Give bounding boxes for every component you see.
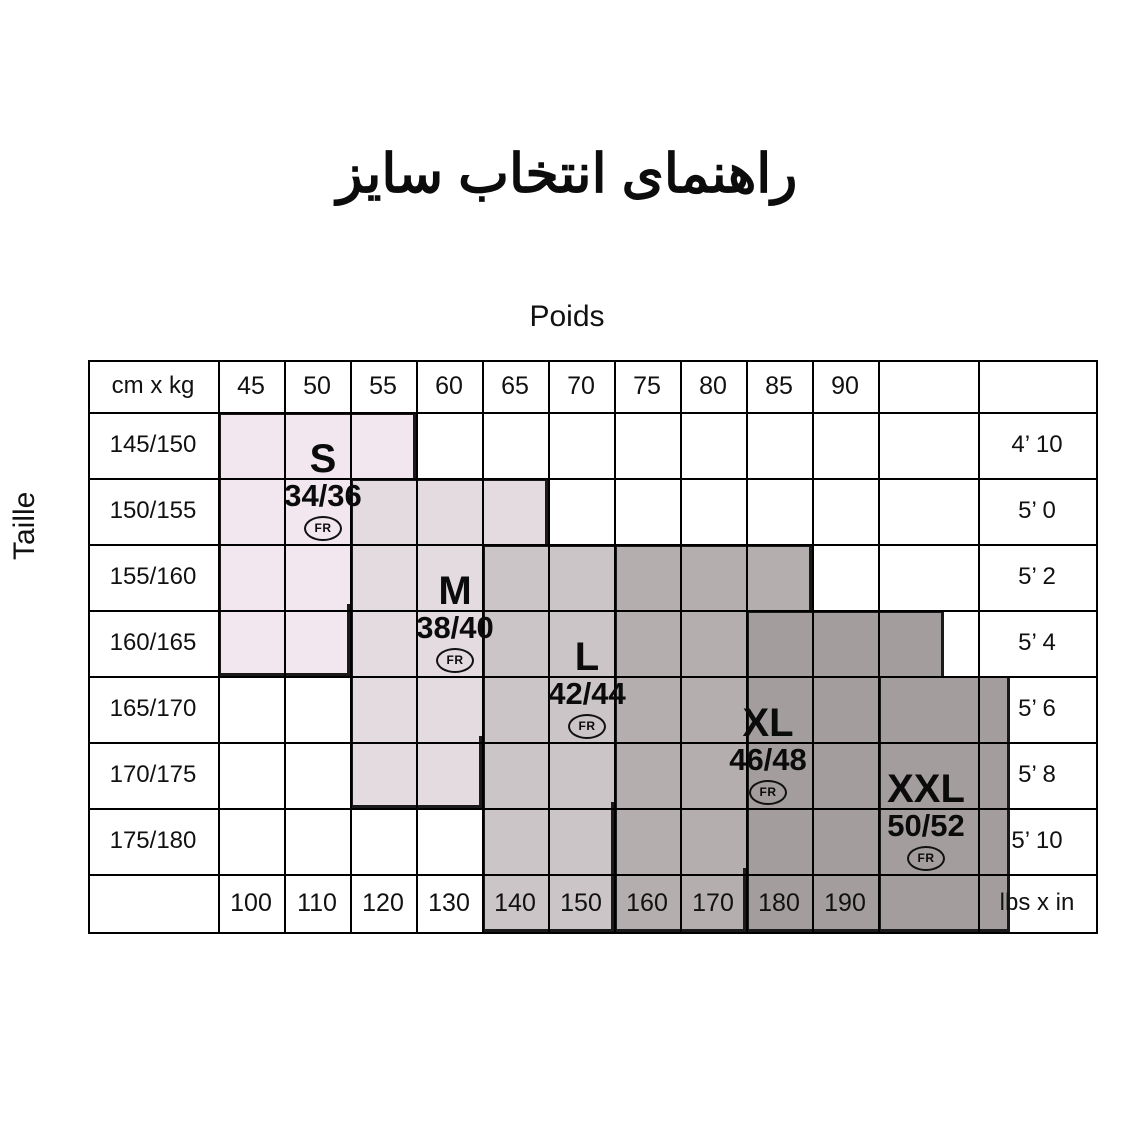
region-size-s: S xyxy=(309,437,337,481)
height-tick-left: 155/160 xyxy=(109,563,197,590)
page-title: راهنمای انتخاب سایز xyxy=(336,144,798,204)
weight-top-tick: 50 xyxy=(303,371,331,400)
height-tick-right: 5’ 8 xyxy=(1018,761,1056,788)
height-tick-right: 5’ 2 xyxy=(1018,563,1056,590)
weight-top-tick: 85 xyxy=(765,371,793,400)
region-label-m xyxy=(400,570,510,673)
weight-top-tick: 65 xyxy=(501,371,529,400)
fr-badge-icon: FR xyxy=(568,714,606,739)
weight-bottom-tick: 100 xyxy=(230,888,272,917)
height-tick-right: 5’ 4 xyxy=(1018,629,1056,656)
weight-top-tick: 90 xyxy=(831,371,859,400)
region-size-l: L xyxy=(574,635,600,679)
region-size-xxl: XXL xyxy=(887,767,965,811)
height-tick-left: 145/150 xyxy=(109,431,197,458)
fr-badge-icon: FR xyxy=(907,846,945,871)
size-chart xyxy=(88,360,1098,952)
weight-top-tick: 75 xyxy=(633,371,661,400)
height-tick-right: 5’ 0 xyxy=(1018,497,1056,524)
weight-axis-label: Poids xyxy=(529,300,605,333)
region-fr-size-m: 38/40 xyxy=(416,610,494,645)
fr-badge-icon: FR xyxy=(749,780,787,805)
region-fr-size-s: 34/36 xyxy=(284,478,362,513)
height-tick-left: 170/175 xyxy=(109,761,197,788)
region-size-xl: XL xyxy=(742,701,794,745)
weight-bottom-tick: 140 xyxy=(494,888,536,917)
region-label-xl xyxy=(708,702,828,805)
fr-badge-icon: FR xyxy=(436,648,474,673)
weight-bottom-tick: 120 xyxy=(362,888,404,917)
height-tick-right: 4’ 10 xyxy=(1011,431,1063,458)
region-fr-size-xl: 46/48 xyxy=(729,742,807,777)
weight-bottom-tick: 170 xyxy=(692,888,734,917)
corner-label-lbs-in: lbs x in xyxy=(999,889,1075,916)
weight-bottom-tick: 110 xyxy=(297,888,337,917)
weight-top-tick: 55 xyxy=(369,371,397,400)
region-label-s xyxy=(268,438,378,541)
fr-badge-icon: FR xyxy=(304,516,342,541)
weight-top-tick: 80 xyxy=(699,371,727,400)
height-tick-left: 175/180 xyxy=(109,827,197,854)
region-size-m: M xyxy=(438,569,472,613)
height-axis-label: Taille xyxy=(8,491,41,560)
weight-bottom-tick: 190 xyxy=(824,888,866,917)
region-label-xxl xyxy=(856,768,996,871)
height-tick-left: 160/165 xyxy=(109,629,197,656)
height-tick-right: 5’ 10 xyxy=(1011,827,1063,854)
height-tick-left: 165/170 xyxy=(109,695,197,722)
weight-bottom-tick: 150 xyxy=(560,888,602,917)
weight-bottom-tick: 130 xyxy=(428,888,470,917)
weight-bottom-tick: 180 xyxy=(758,888,800,917)
region-fr-size-l: 42/44 xyxy=(548,676,626,711)
weight-top-tick: 70 xyxy=(567,371,595,400)
corner-label-cm-kg: cm x kg xyxy=(111,372,195,399)
region-fr-size-xxl: 50/52 xyxy=(887,808,965,843)
weight-top-tick: 60 xyxy=(435,371,463,400)
region-label-l xyxy=(532,636,642,739)
weight-bottom-tick: 160 xyxy=(626,888,668,917)
weight-top-tick: 45 xyxy=(237,371,265,400)
height-tick-left: 150/155 xyxy=(109,497,197,524)
height-tick-right: 5’ 6 xyxy=(1018,695,1056,722)
